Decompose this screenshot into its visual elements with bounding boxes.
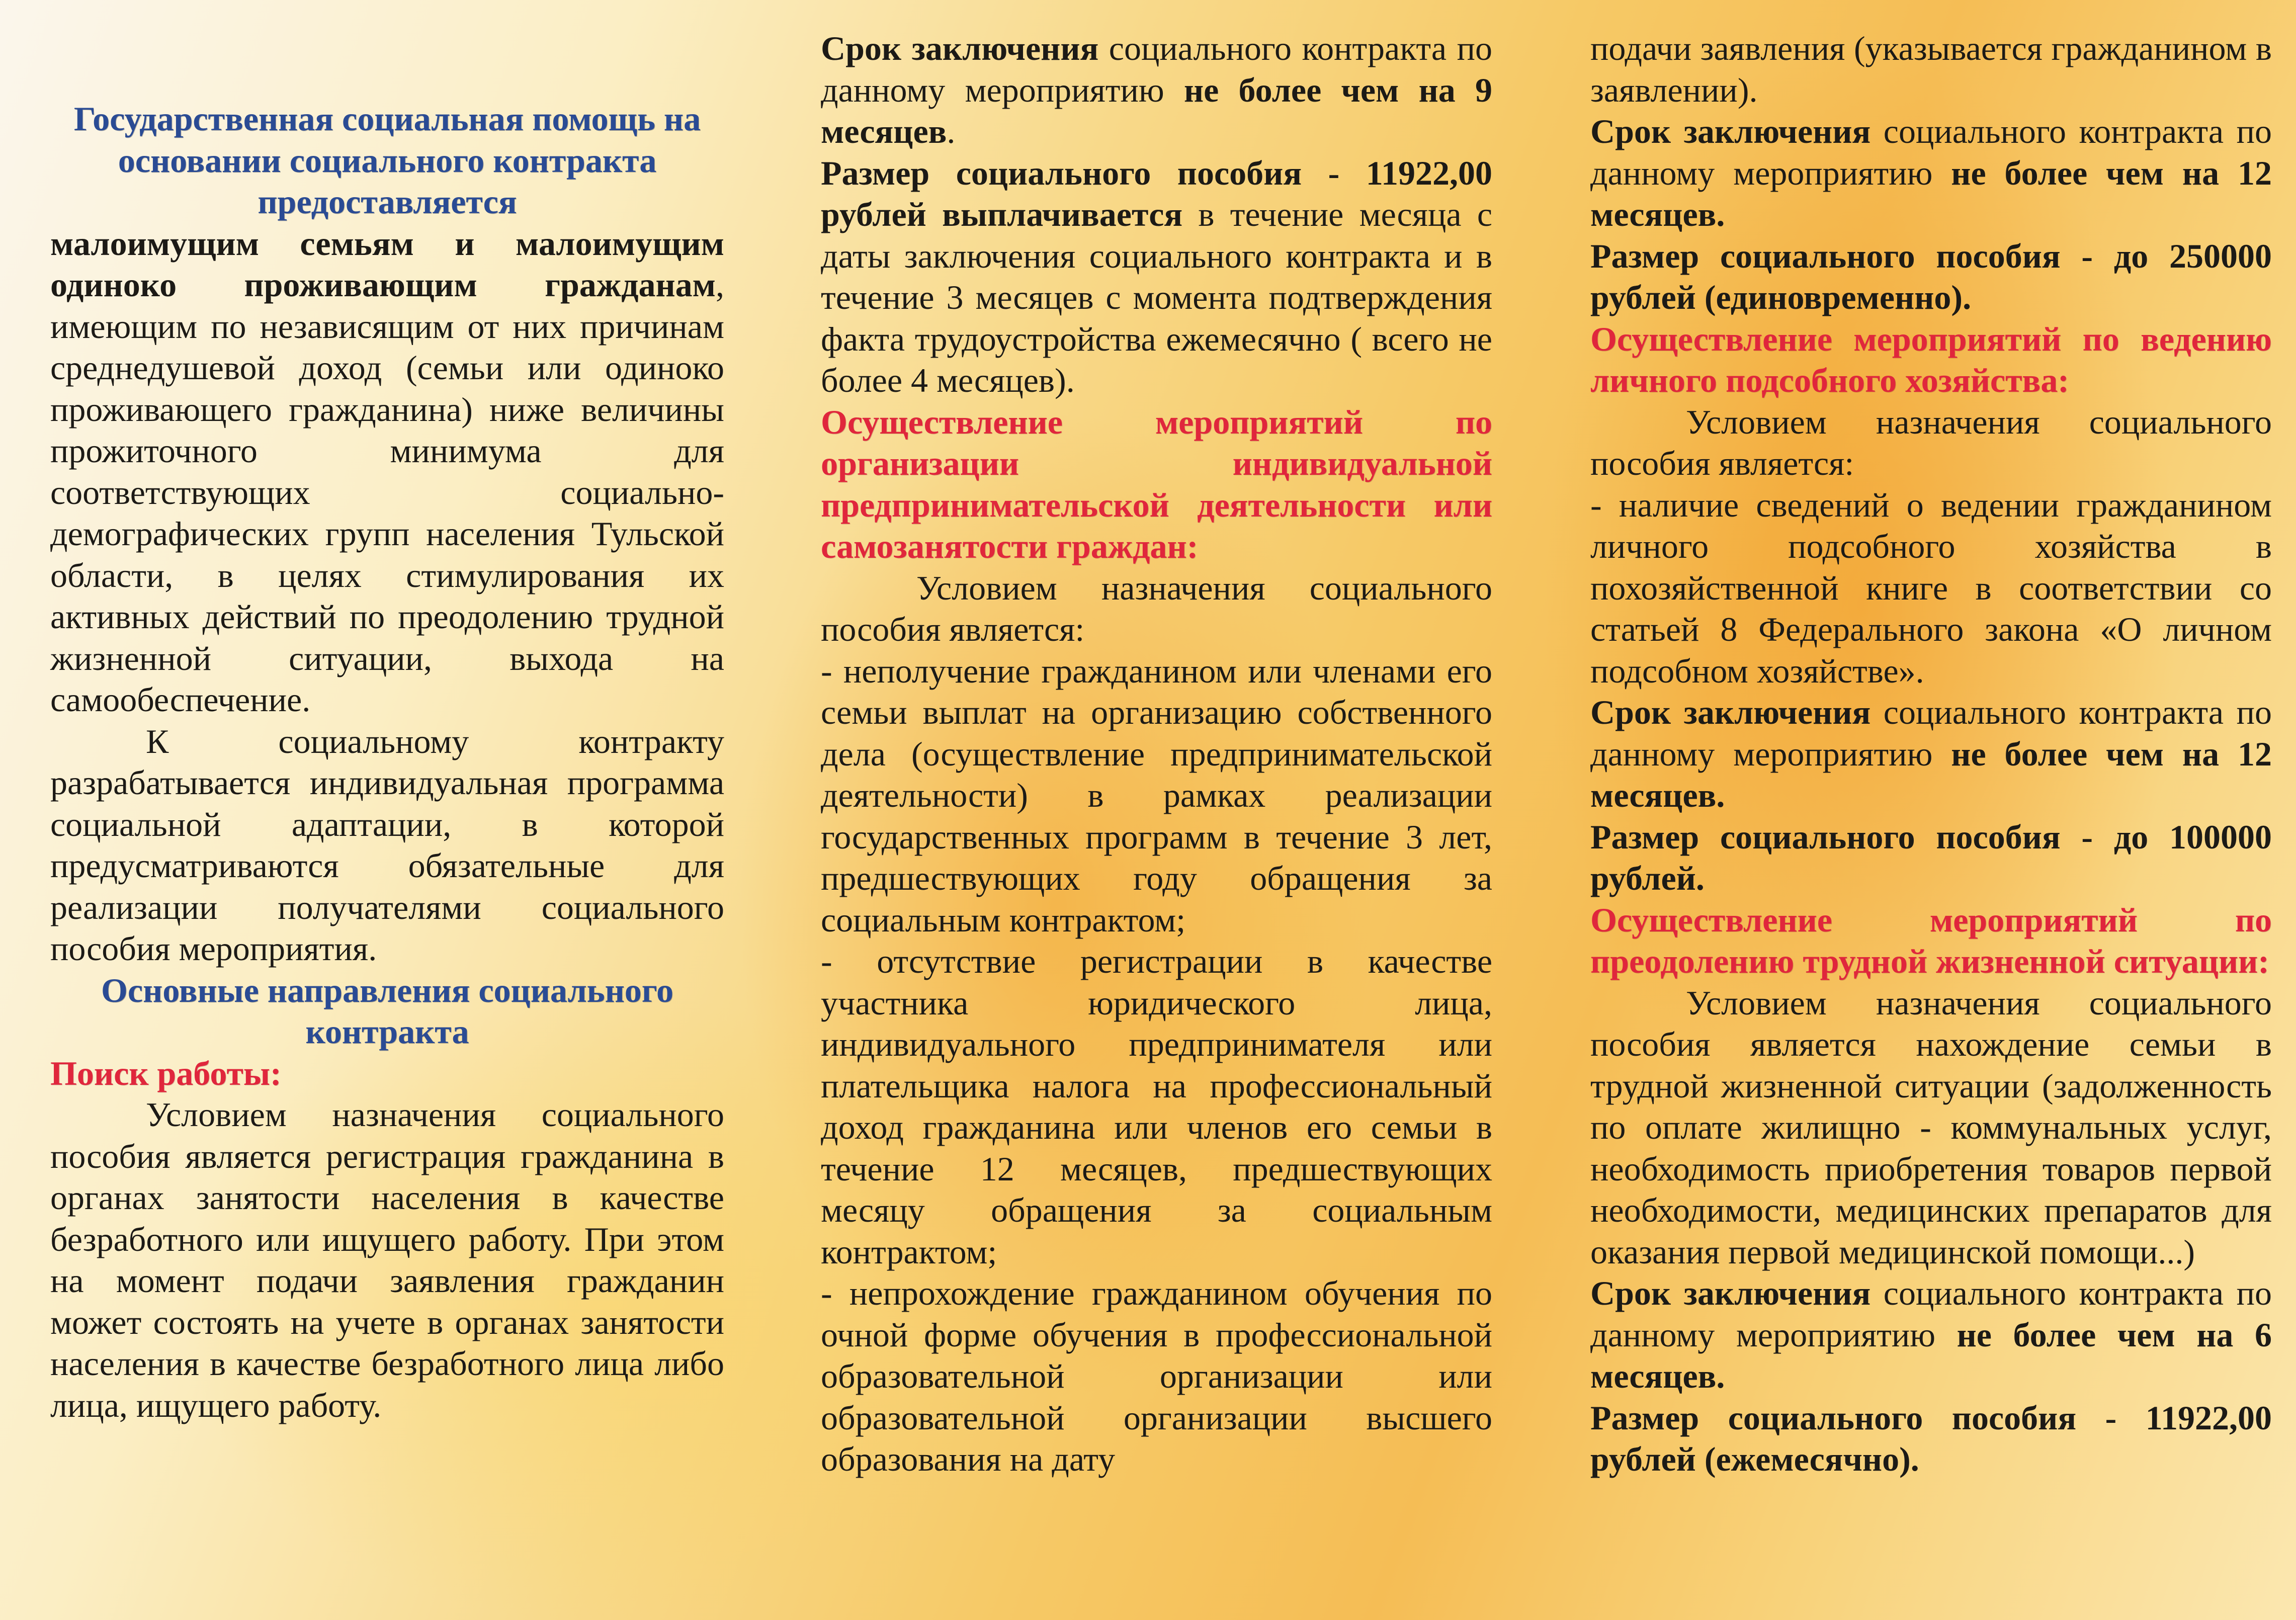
column-right bbox=[1590, 28, 2272, 1480]
household-subheading: Осуществление мероприятий по ведению личного подсобного хозяйства: bbox=[1590, 319, 2272, 399]
term-paragraph bbox=[821, 28, 1492, 152]
household-condition: Условием назначения социального пособия является: bbox=[1590, 402, 2272, 482]
term-value-3: не более чем на 12 месяцев. bbox=[1590, 734, 2272, 814]
term-label: Срок заключения bbox=[821, 29, 1099, 67]
household-item: - наличие сведений о ведении гражданином личного подсобного хозяйства в похозяйственной книге в соответствии со статьей 8 Федерального закона «О личном подсобном хозяйстве». bbox=[1590, 485, 2272, 690]
term-value-2: не более чем на 12 месяцев. bbox=[1590, 153, 2272, 233]
term-value: не более чем на 9 месяцев bbox=[821, 70, 1492, 150]
intro-bold: малоимущим семьям и малоимущим одиноко проживающим гражданам bbox=[50, 224, 724, 304]
term-mid-4: социального контракта по данному мероприятию bbox=[1590, 1274, 2272, 1354]
term-mid: социального контракта по данному мероприятию bbox=[821, 29, 1492, 109]
term-value-4: не более чем на 6 месяцев. bbox=[1590, 1315, 2272, 1395]
term-paragraph-3 bbox=[1590, 692, 2272, 816]
column-middle bbox=[821, 28, 1492, 1480]
main-heading: Государственная социальная помощь на основании социального контракта предоставляется bbox=[73, 100, 701, 221]
business-item-3: - непрохождение гражданином обучения по очной форме обучения в профессиональной образовательной организации или образовательной организации высшего образования на дату bbox=[821, 1274, 1492, 1478]
intro-paragraph bbox=[50, 223, 724, 721]
business-subheading: Осуществление мероприятий по организации индивидуальной предпринимательской деятельности или самозанятости граждан: bbox=[821, 402, 1492, 565]
hardship-subheading: Осуществление мероприятий по преодолению трудной жизненной ситуации: bbox=[1590, 900, 2272, 980]
term-paragraph-4 bbox=[1590, 1272, 2272, 1397]
term-paragraph-2 bbox=[1590, 111, 2272, 235]
business-item-1: - неполучение гражданином или членами его семьи выплат на организацию собственного дела (осуществление предпринимательской деятельности) в рамках реализации государственных программ в течение 3 лет, предшествующих году обращения за социальным контрактом; bbox=[821, 651, 1492, 939]
directions-heading: Основные направления социального контракта bbox=[101, 971, 673, 1051]
size-paragraph-3 bbox=[1590, 816, 2272, 899]
term-mid-2: социального контракта по данному мероприятию bbox=[1590, 112, 2272, 192]
term-mid-3: социального контракта по данному мероприятию bbox=[1590, 693, 2272, 773]
continuation-paragraph: подачи заявления (указывается гражданином в заявлении). bbox=[1590, 29, 2272, 109]
intro-rest: , имеющим по независящим от них причинам среднедушевой доход (семьи или одиноко проживающего гражданина) ниже величины прожиточного минимума для соответствующих социально-демографических групп населения Тульской области, в целях стимулирования их активных действий по преодолению трудной жизненной ситуации, выхода на самообеспечение. bbox=[50, 266, 724, 719]
column-left bbox=[50, 98, 724, 1426]
size-rest: в течение месяца с даты заключения социального контракта и в течение 3 месяцев с момента подтверждения факта трудоустройства ежемесячно ( всего не более 4 месяцев). bbox=[821, 195, 1492, 399]
business-item-2: - отсутствие регистрации в качестве участника юридического лица, индивидуального предпринимателя или плательщика налога на профессиональный доход гражданина или членов его семьи в течение 12 месяцев, предшествующих месяцу обращения за социальным контрактом; bbox=[821, 942, 1492, 1271]
term-label-3: Срок заключения bbox=[1590, 693, 1871, 731]
business-condition: Условием назначения социального пособия является: bbox=[821, 568, 1492, 648]
term-label-2: Срок заключения bbox=[1590, 112, 1871, 150]
job-search-subheading: Поиск работы: bbox=[50, 1054, 282, 1092]
size-paragraph-4 bbox=[1590, 1397, 2272, 1480]
size-paragraph-2 bbox=[1590, 235, 2272, 318]
hardship-condition: Условием назначения социального пособия является нахождение семьи в трудной жизненной ситуации (задолженность по оплате жилищно - коммунальных услуг, необходимость приобретения товаров первой необходимости, медицинских препаратов для оказания первой медицинской помощи...) bbox=[1590, 983, 2272, 1271]
size-value-4: Размер социального пособия - 11922,00 рублей (ежемесячно). bbox=[1590, 1398, 2272, 1478]
size-label: Размер социального пособия - 11922,00 рублей выплачивается bbox=[821, 153, 1492, 233]
program-paragraph: К социальному контракту разрабатывается индивидуальная программа социальной адаптации, в которой предусматриваются обязательные для реализации получателями социального пособия мероприятия. bbox=[50, 722, 724, 968]
job-search-paragraph: Условием назначения социального пособия является регистрация гражданина в органах занятости населения в качестве безработного или ищущего работу. При этом на момент подачи заявления гражданин может состоять на учете в органах занятости населения в качестве безработного лица либо лица, ищущего работу. bbox=[50, 1095, 724, 1424]
term-dot: . bbox=[947, 112, 956, 150]
size-paragraph bbox=[821, 152, 1492, 401]
term-label-4: Срок заключения bbox=[1590, 1274, 1871, 1312]
size-value-2: Размер социального пособия - до 250000 рублей (единовременно). bbox=[1590, 236, 2272, 316]
size-value-3: Размер социального пособия - до 100000 рублей. bbox=[1590, 817, 2272, 897]
